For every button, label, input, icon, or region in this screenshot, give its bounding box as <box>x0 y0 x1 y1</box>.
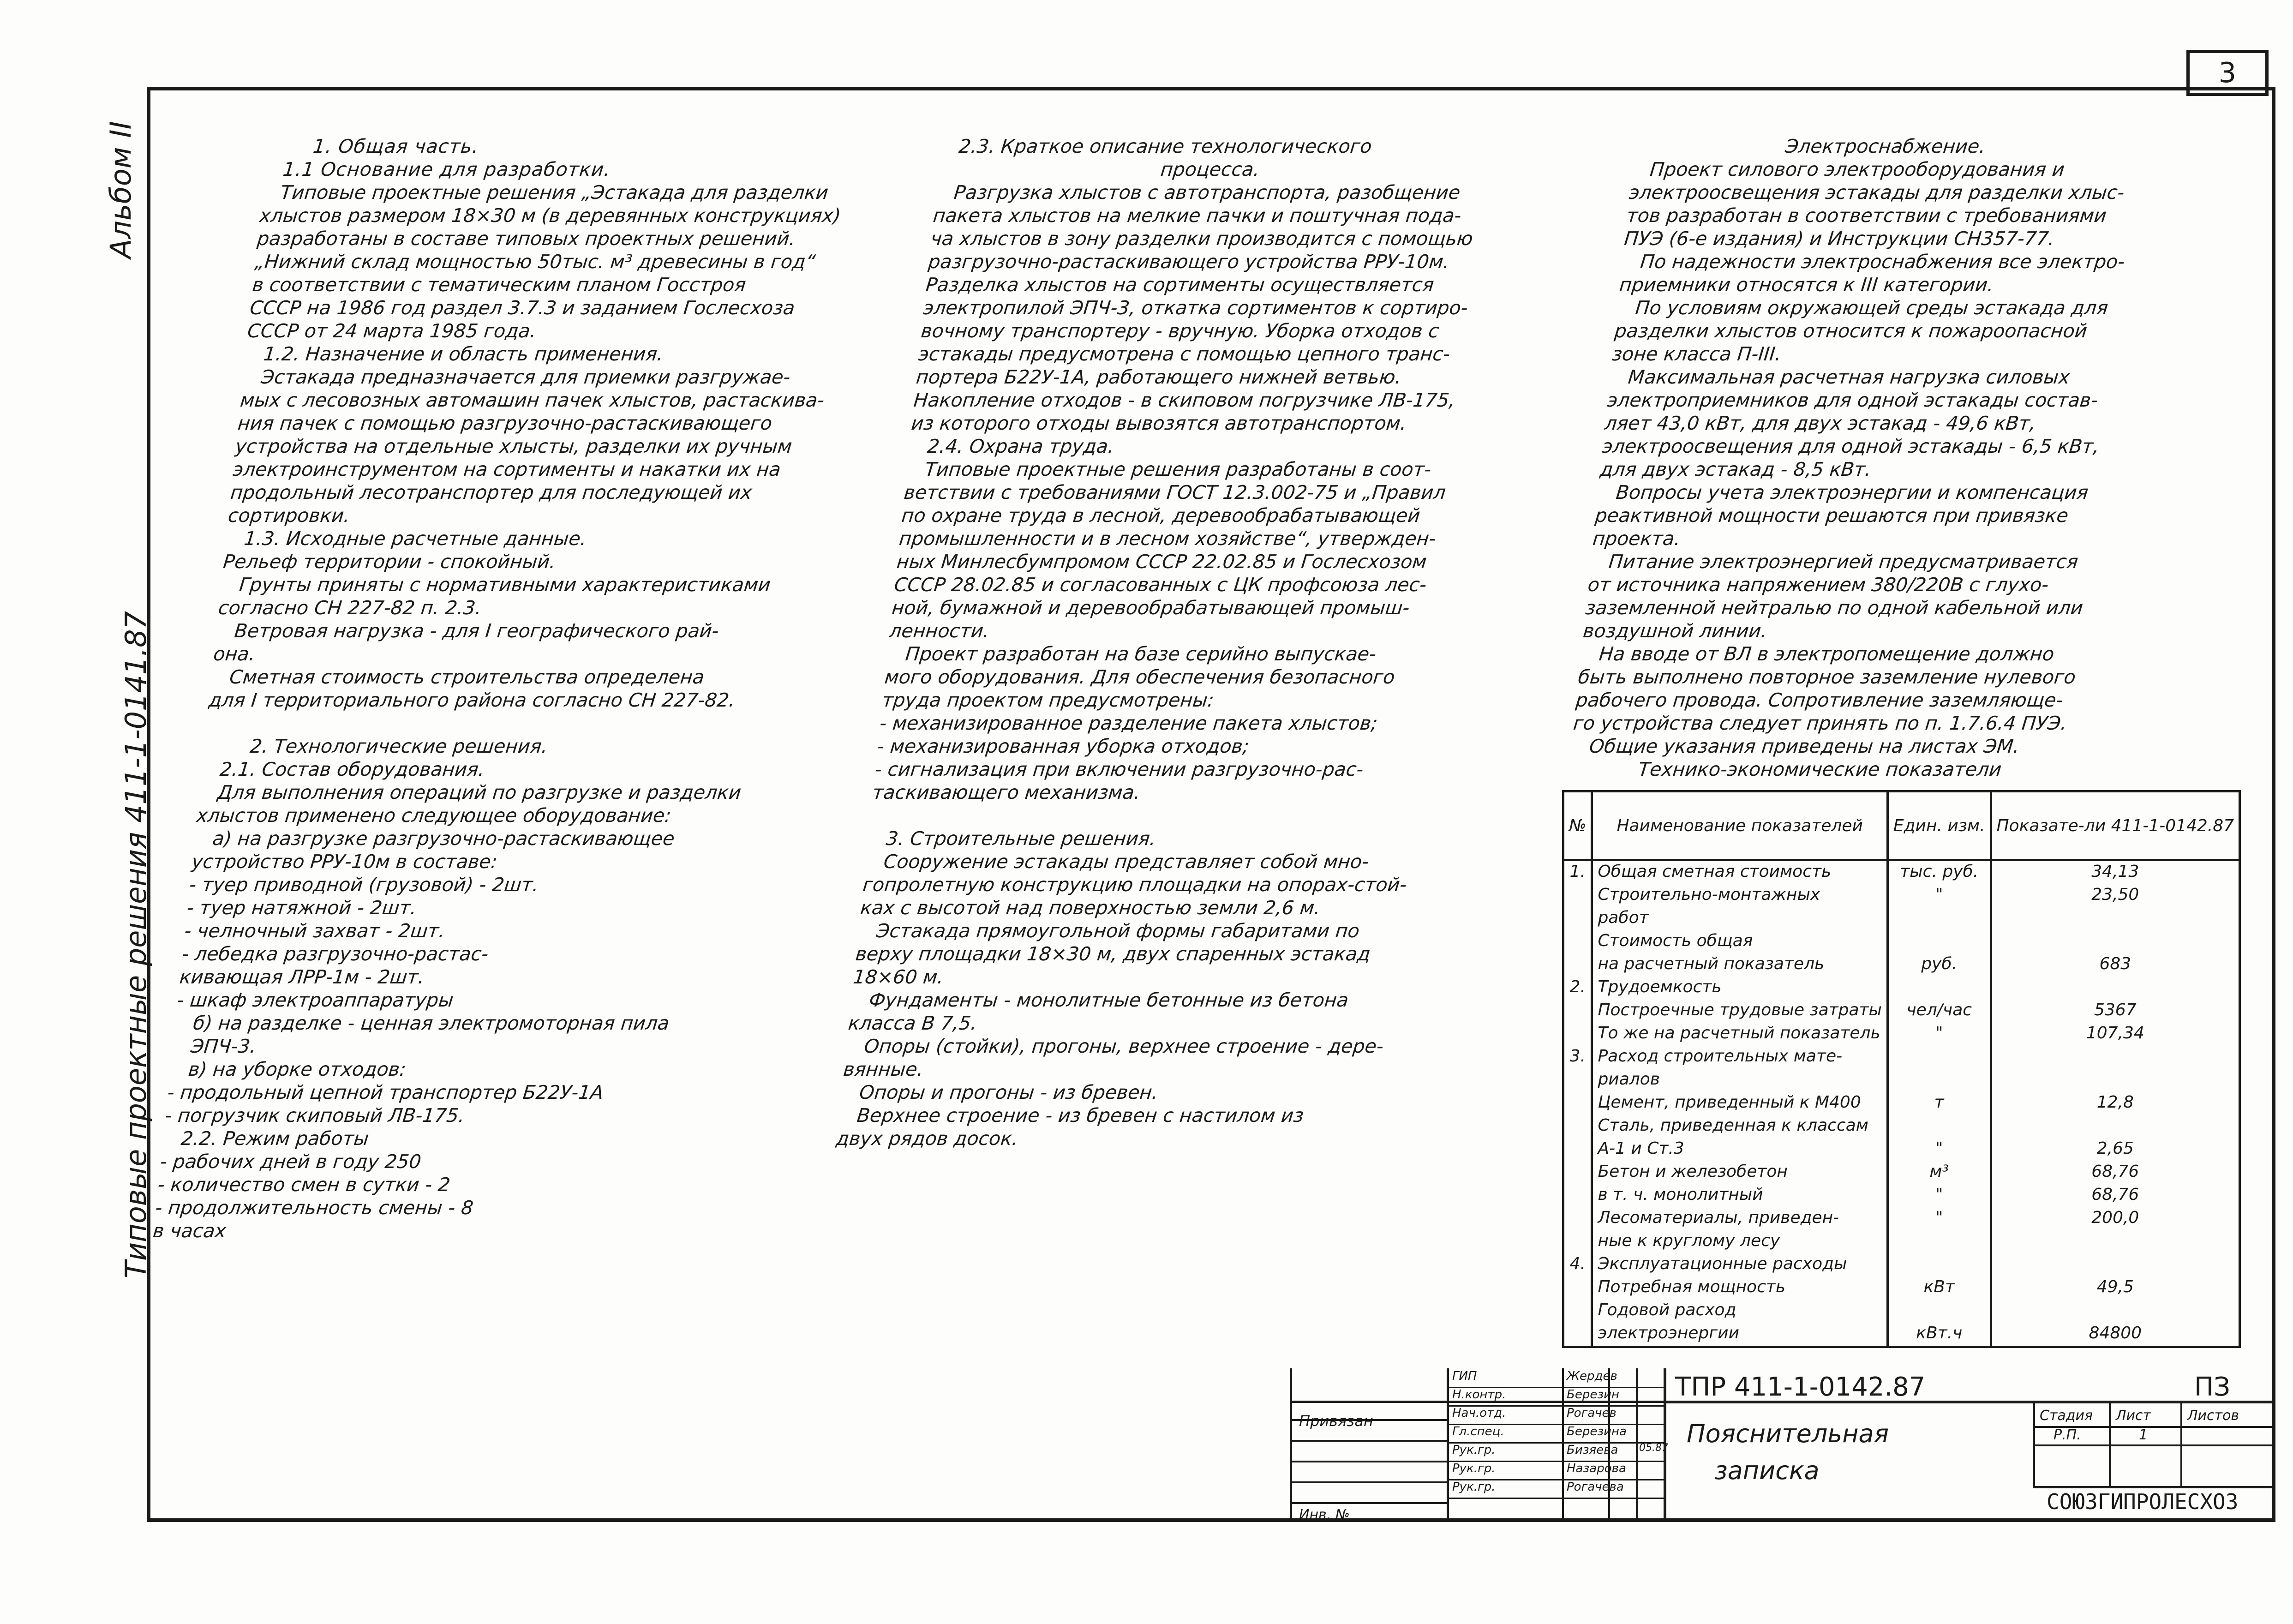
text-column-general <box>152 135 852 1242</box>
table-cell: Построечные трудовые затраты <box>1592 1000 1887 1023</box>
col1-line: в часах <box>151 1220 228 1242</box>
table-row <box>1563 1046 2240 1069</box>
table-cell <box>1887 907 1991 930</box>
col3-line: приемники относятся к III категории. <box>1618 274 1995 296</box>
text-column-technology <box>835 135 1486 1150</box>
signatory-role: Н.контр. <box>1452 1388 1506 1402</box>
table-cell: " <box>1887 1184 1991 1207</box>
col2-line: двух рядов досок. <box>835 1127 1019 1150</box>
col1-line: - рабочих дней в году 250 <box>159 1151 423 1173</box>
sheets-header: Листов <box>2187 1408 2239 1424</box>
col1-line: разработаны в составе типовых проектных решений. <box>256 228 797 250</box>
col1-line: - челночный захват - 2шт. <box>183 920 446 942</box>
table-row <box>1563 1023 2240 1046</box>
col2-line: Опоры и прогоны - из бревен. <box>858 1081 1160 1103</box>
col2-line: промышленности и в лесном хозяйстве“, утвержден- <box>898 527 1437 550</box>
col2-line: верху площадки 18×30 м, двух спаренных эстакад <box>854 943 1372 965</box>
table-cell <box>1887 930 1991 953</box>
col2-line: процесса. <box>1159 158 1261 180</box>
col2-line: мого оборудования. Для обеспечения безопасного <box>883 666 1396 688</box>
col1-line: - погрузчик скиповый ЛВ-175. <box>164 1104 466 1127</box>
col1-line: - лебедка разгрузочно-растас- <box>181 943 490 965</box>
table-row <box>1563 953 2240 977</box>
col1-line: Ветровая нагрузка - для I географического рай- <box>233 620 720 642</box>
signatory-rule <box>1449 1498 1664 1499</box>
col2-line: класса В 7,5. <box>847 1012 978 1034</box>
table-header-cell: Един. изм. <box>1887 791 1991 860</box>
table-cell: ные к круглому лесу <box>1592 1230 1887 1253</box>
table-row <box>1563 930 2240 953</box>
table-cell <box>1991 930 2240 953</box>
table-cell: руб. <box>1887 953 1991 977</box>
table-cell <box>1887 1069 1991 1092</box>
col1-line: Эстакада предназначается для приемки разгружае- <box>260 366 791 388</box>
table-row <box>1563 1253 2240 1276</box>
organization: СОЮЗГИПРОЛЕСХОЗ <box>2047 1489 2239 1514</box>
table-cell: в т. ч. монолитный <box>1592 1184 1887 1207</box>
table-cell: 2. <box>1563 977 1592 1000</box>
table-cell: А-1 и Ст.3 <box>1592 1138 1887 1161</box>
table-cell <box>1991 1115 2240 1138</box>
table-cell: Цемент, приведенный к М400 <box>1592 1092 1887 1115</box>
col1-line: „Нижний склад мощностью 50тыс. м³ древесины в год“ <box>253 251 817 273</box>
col1-line: мых с лесовозных автомашин пачек хлыстов, растаскива- <box>239 389 826 411</box>
table-cell: кВт <box>1887 1276 1991 1300</box>
table-cell <box>1563 1000 1592 1023</box>
table-cell: 84800 <box>1991 1323 2240 1347</box>
table-cell <box>1563 1300 1592 1323</box>
signatory-role: Рук.гр. <box>1452 1480 1496 1494</box>
col1-line: СССР на 1986 год раздел 3.7.3 и заданием Гослесхоза <box>249 297 796 319</box>
col3-line: ляет 43,0 кВт, для двух эстакад - 49,6 кВт, <box>1604 412 2037 434</box>
table-cell: " <box>1887 1023 1991 1046</box>
table-cell <box>1563 1184 1592 1207</box>
table-row <box>1563 1230 2240 1253</box>
signatory-role: Нач.отд. <box>1452 1406 1506 1420</box>
table-cell: 1. <box>1563 860 1592 885</box>
table-cell <box>1563 1138 1592 1161</box>
table-cell: 3. <box>1563 1046 1592 1069</box>
table-cell: Общая сметная стоимость <box>1592 860 1887 885</box>
col3-line: Максимальная расчетная нагрузка силовых <box>1627 366 2071 388</box>
table-cell <box>1563 1276 1592 1300</box>
table-cell: 12,8 <box>1991 1092 2240 1115</box>
col2-line: таскивающего механизма. <box>871 781 1142 803</box>
col2-line: ветствии с требованиями ГОСТ 12.3.002-75 и „Правил <box>903 481 1447 503</box>
col3-line: Общие указания приведены на листах ЭМ. <box>1588 735 2021 757</box>
col3-line: рабочего провода. Сопротивление заземляюще- <box>1575 689 2065 711</box>
signatory-role: Гл.спец. <box>1452 1425 1504 1438</box>
inventory-label: Инв. № <box>1299 1507 1350 1523</box>
col1-line: хлыстов применено следующее оборудование: <box>195 804 672 827</box>
col1-line: - количество смен в сутки - 2 <box>156 1174 452 1196</box>
table-cell <box>1887 1046 1991 1069</box>
table-row <box>1563 907 2240 930</box>
table-header-cell: Показате-ли 411-1-0142.87 <box>1991 791 2240 860</box>
table-cell <box>1563 884 1592 907</box>
col3-line: тов разработан в соответствии с требованиями <box>1625 204 2108 227</box>
table-cell: " <box>1887 1138 1991 1161</box>
table-cell <box>1991 1046 2240 1069</box>
table-row <box>1563 1000 2240 1023</box>
table-cell: 683 <box>1991 953 2240 977</box>
col1-line: - продольный цепной транспортер Б22У-1А <box>166 1081 605 1103</box>
table-row <box>1563 1069 2240 1092</box>
table-cell: 34,13 <box>1991 860 2240 885</box>
indicators-table <box>1562 790 2241 1348</box>
col1-line: хлыстов размером 18×30 м (в деревянных конструкциях) <box>258 204 842 227</box>
col2-line: ленности. <box>888 620 991 642</box>
col2-line: СССР 28.02.85 и согласованных с ЦК профсоюза лес- <box>893 574 1428 596</box>
sheet-number: 3 <box>2186 50 2269 96</box>
col2-line: 2.4. Охрана труда. <box>926 435 1115 457</box>
signatory-name: Березина <box>1567 1425 1627 1438</box>
col1-line: продольный лесотранспортер для последующей их <box>229 481 753 503</box>
table-cell: кВт.ч <box>1887 1323 1991 1347</box>
title-block <box>1290 1368 2275 1522</box>
col3-line: электроприемников для одной эстакады состав- <box>1606 389 2099 411</box>
table-row <box>1563 1138 2240 1161</box>
table-cell: Сталь, приведенная к классам <box>1592 1115 1887 1138</box>
table-row <box>1563 977 2240 1000</box>
table-cell: м³ <box>1887 1161 1991 1184</box>
table-cell <box>1991 907 2240 930</box>
col2-line: вочному транспортеру - вручную. Уборка отходов с <box>920 320 1440 342</box>
col1-line: устройства на отдельные хлысты, разделки их ручным <box>234 435 793 457</box>
col1-line <box>205 712 791 735</box>
table-cell <box>1563 1230 1592 1253</box>
col2-line: 18×60 м. <box>852 966 945 988</box>
col3-line: По условиям окружающей среды эстакада для <box>1634 297 2109 319</box>
col1-line: она. <box>212 643 257 665</box>
table-row <box>1563 1207 2240 1230</box>
col3-line: электроосвещения эстакады для разделки хлыс- <box>1628 181 2125 204</box>
date: 05.87 <box>1639 1442 1668 1454</box>
table-row <box>1563 884 2240 907</box>
col1-line: кивающая ЛРР-1м - 2шт. <box>178 966 425 988</box>
table-row <box>1563 1323 2240 1347</box>
table-cell: Расход строительных мате- <box>1592 1046 1887 1069</box>
col3-line: воздушной линии. <box>1582 620 1768 642</box>
table-row <box>1563 1184 2240 1207</box>
col1-line: 1. Общая часть. <box>311 135 480 157</box>
table-cell: " <box>1887 884 1991 907</box>
signatory-role: ГИП <box>1452 1369 1477 1383</box>
table-cell: 23,50 <box>1991 884 2240 907</box>
col2-line: гопролетную конструкцию площадки на опорах-стой- <box>862 874 1408 896</box>
col3-line: го устройства следует принять по п. 1.7.6.4 ПУЭ. <box>1572 712 2068 734</box>
col2-line: Типовые проектные решения разработаны в соот- <box>923 458 1432 480</box>
col3-line: реактивной мощности решаются при привязке <box>1594 504 2070 527</box>
col1-line: - туер приводной (грузовой) - 2шт. <box>188 874 540 896</box>
col1-line: 2.1. Состав оборудования. <box>219 758 486 780</box>
col3-line: Электроснабжение. <box>1784 135 1987 157</box>
col3-line: Технико-экономические показатели <box>1637 758 2003 780</box>
table-cell: на расчетный показатель <box>1592 953 1887 977</box>
text-column-power <box>1567 135 2138 781</box>
table-cell <box>1563 1092 1592 1115</box>
col3-line: быть выполнено повторное заземление нулевого <box>1577 666 2077 688</box>
col1-line: Для выполнения операций по разгрузке и разделки <box>216 781 742 803</box>
table-cell: 107,34 <box>1991 1023 2240 1046</box>
col1-line: сортировки. <box>227 504 351 527</box>
col1-line: ния пачек с помощью разгрузочно-растаскивающего <box>236 412 773 434</box>
table-cell: " <box>1887 1207 1991 1230</box>
doc-title-line2: записка <box>1714 1456 1820 1485</box>
col3-line: электроосвещения для одной эстакады - 6,5 кВт, <box>1601 435 2101 457</box>
col2-line: Разделка хлыстов на сортименты осуществляется <box>924 274 1435 296</box>
col3-line: зоне класса П-III. <box>1611 343 1783 365</box>
signatory-name: Назарова <box>1567 1462 1626 1475</box>
col2-line: эстакады предусмотрена с помощью цепного транс- <box>917 343 1451 365</box>
table-cell <box>1563 953 1592 977</box>
signatory-name: Березин <box>1567 1388 1620 1402</box>
col3-line: разделки хлыстов относится к пожароопасной <box>1613 320 2089 342</box>
album-label: Альбом II <box>104 121 138 258</box>
col2-line: труда проектом предусмотрены: <box>881 689 1215 711</box>
signatory-name: Рогачев <box>1567 1406 1616 1420</box>
table-row <box>1563 1300 2240 1323</box>
table-cell <box>1563 1161 1592 1184</box>
table-cell: 68,76 <box>1991 1184 2240 1207</box>
table-row <box>1563 860 2240 885</box>
signatory-role: Рук.гр. <box>1452 1443 1496 1457</box>
table-cell <box>1991 1230 2240 1253</box>
table-cell: Годовой расход <box>1592 1300 1887 1323</box>
table-header-cell: № <box>1563 791 1592 860</box>
col2-line: пакета хлыстов на мелкие пачки и поштучная пода- <box>932 204 1463 227</box>
table-cell <box>1887 1115 1991 1138</box>
col1-line: Грунты приняты с нормативными характеристиками <box>238 574 772 596</box>
table-cell <box>1887 1300 1991 1323</box>
doc-code: ТПР 411-1-0142.87 <box>1675 1372 1926 1402</box>
col2-line <box>869 804 1416 827</box>
signatory-name: Рогачева <box>1567 1480 1624 1494</box>
col2-line: Опоры (стойки), прогоны, верхнее строение - дере- <box>863 1035 1385 1057</box>
col2-line: 2.3. Краткое описание технологического <box>958 135 1373 157</box>
col2-line: портера Б22У-1А, работающего нижней ветвью. <box>915 366 1403 388</box>
col1-line: для I территориального района согласно СН 227-82. <box>207 689 736 711</box>
col2-line: Разгрузка хлыстов с автотранспорта, разобщение <box>952 181 1461 204</box>
table-cell: 200,0 <box>1991 1207 2240 1230</box>
table-cell: Стоимость общая <box>1592 930 1887 953</box>
col1-line: 2.2. Режим работы <box>180 1127 370 1150</box>
table-cell: То же на расчетный показатель <box>1592 1023 1887 1046</box>
table-cell: Строительно-монтажных <box>1592 884 1887 907</box>
col1-line: б) на разделке - ценная электромоторная пила <box>192 1012 671 1034</box>
sheet-value: 1 <box>2139 1427 2148 1443</box>
col2-line: 3. Строительные решения. <box>885 827 1157 850</box>
table-cell: Лесоматериалы, приведен- <box>1592 1207 1887 1230</box>
sheet-header: Лист <box>2116 1408 2151 1424</box>
col1-line: в соответствии с тематическим планом Госстроя <box>251 274 747 296</box>
table-cell <box>1563 1069 1592 1092</box>
table-cell <box>1563 1207 1592 1230</box>
col2-line: - механизированное разделение пакета хлыстов; <box>879 712 1379 734</box>
col3-line: Вопросы учета электроэнергии и компенсация <box>1615 481 2089 503</box>
col2-line: - механизированная уборка отходов; <box>876 735 1251 757</box>
col2-line: ной, бумажной и деревообрабатывающей промыш- <box>891 597 1411 619</box>
signatory-name: Бизяева <box>1567 1443 1618 1457</box>
col3-line: проекта. <box>1592 527 1682 550</box>
col3-line: По надежности электроснабжения все электро- <box>1639 251 2126 273</box>
col2-line: ках с высотой над поверхностью земли 2,6 м. <box>859 897 1322 919</box>
col1-line: в) на уборке отходов: <box>187 1058 407 1080</box>
table-cell <box>1563 930 1592 953</box>
col3-line: Проект силового электрооборудования и <box>1649 158 2066 180</box>
col1-line: 1.2. Назначение и область применения. <box>262 343 665 365</box>
table-row <box>1563 1161 2240 1184</box>
col1-line: 1.1 Основание для разработки. <box>281 158 612 180</box>
table-cell: тыс. руб. <box>1887 860 1991 885</box>
signatory-name: Жердев <box>1567 1369 1617 1383</box>
col1-line: - шкаф электроаппаратуры <box>176 989 455 1011</box>
col1-line: Рельеф территории - спокойный. <box>222 551 557 573</box>
col3-line: для двух эстакад - 8,5 кВт. <box>1599 458 1873 480</box>
table-cell: 4. <box>1563 1253 1592 1276</box>
table-cell: 49,5 <box>1991 1276 2240 1300</box>
col1-line: электроинструментом на сортименты и накатки их на <box>232 458 782 480</box>
col2-line: Верхнее строение - из бревен с настилом из <box>856 1104 1305 1127</box>
table-cell: Потребная мощность <box>1592 1276 1887 1300</box>
col3-line: от источника напряжением 380/220В с глухо- <box>1587 574 2050 596</box>
col1-line: согласно СН 227-82 п. 2.3. <box>217 597 483 619</box>
col1-line: - туер натяжной - 2шт. <box>186 897 418 919</box>
table-cell: Трудоемкость <box>1592 977 1887 1000</box>
col1-line: 2. Технологические решения. <box>249 735 549 757</box>
table-cell <box>1991 1069 2240 1092</box>
col1-line: - продолжительность смены - 8 <box>154 1197 475 1219</box>
col2-line: электропилой ЭПЧ-3, откатка сортиментов к сортиро- <box>922 297 1469 319</box>
col1-line: а) на разгрузке разгрузочно-растаскивающее <box>211 827 676 850</box>
col1-line: ЭПЧ-3. <box>190 1035 257 1057</box>
col2-line: ных Минлесбумпромом СССР 22.02.85 и Гослесхозом <box>895 551 1428 573</box>
table-cell <box>1563 1115 1592 1138</box>
col2-line: Сооружение эстакады представляет собой мно- <box>882 851 1370 873</box>
table-header-cell: Наименование показателей <box>1592 791 1887 860</box>
side-caption: Типовые проектные решения 411-1-0141.87 <box>119 611 153 1278</box>
indicators-header-row <box>1563 791 2240 860</box>
col3-line: Питание электроэнергией предусматривается <box>1607 551 2079 573</box>
table-cell <box>1563 907 1592 930</box>
col2-line: Фундаменты - монолитные бетонные из бетона <box>868 989 1350 1011</box>
col1-line: устройство РРУ-10м в составе: <box>191 851 499 873</box>
table-cell: риалов <box>1592 1069 1887 1092</box>
table-cell: 2,65 <box>1991 1138 2240 1161</box>
col1-line: 1.3. Исходные расчетные данные. <box>243 527 588 550</box>
table-cell: электроэнергии <box>1592 1323 1887 1347</box>
table-cell <box>1887 977 1991 1000</box>
col2-line: из которого отходы вывозятся автотранспортом. <box>910 412 1408 434</box>
table-cell <box>1887 1253 1991 1276</box>
table-cell <box>1563 1323 1592 1347</box>
doc-mark: ПЗ <box>2194 1372 2231 1402</box>
table-cell: 68,76 <box>1991 1161 2240 1184</box>
col1-line: СССР от 24 марта 1985 года. <box>246 320 538 342</box>
col2-line: по охране труда в лесной, деревообрабатывающей <box>900 504 1421 527</box>
table-row <box>1563 1092 2240 1115</box>
col3-line: заземленной нейтралью по одной кабельной или <box>1584 597 2084 619</box>
table-row <box>1563 1115 2240 1138</box>
doc-title-line1: Пояснительная <box>1687 1419 1889 1448</box>
privyazan-label: Привязан <box>1299 1412 1373 1430</box>
col1-line: Типовые проектные решения „Эстакада для разделки <box>279 181 830 204</box>
table-cell <box>1563 1023 1592 1046</box>
table-cell <box>1887 1230 1991 1253</box>
col3-line: На вводе от ВЛ в электропомещение должно <box>1598 643 2055 665</box>
table-cell: т <box>1887 1092 1991 1115</box>
col2-line: ча хлыстов в зону разделки производится с помощью <box>929 228 1474 250</box>
col2-line: Эстакада прямоугольной формы габаритами по <box>875 920 1361 942</box>
table-cell <box>1991 1300 2240 1323</box>
table-cell: Эксплуатационные расходы <box>1592 1253 1887 1276</box>
table-cell: Бетон и железобетон <box>1592 1161 1887 1184</box>
col2-line: Проект разработан на базе серийно выпускае- <box>904 643 1377 665</box>
table-cell: работ <box>1592 907 1887 930</box>
col2-line: вянные. <box>842 1058 925 1080</box>
table-cell: чел/час <box>1887 1000 1991 1023</box>
col3-line: ПУЭ (6-е издания) и Инструкции СН357-77. <box>1623 228 2056 250</box>
table-cell <box>1991 1253 2240 1276</box>
table-cell: 5367 <box>1991 1000 2240 1023</box>
table-row <box>1563 1276 2240 1300</box>
stage-header: Стадия <box>2040 1408 2093 1424</box>
col2-line: Накопление отходов - в скиповом погрузчике ЛВ-175, <box>912 389 1456 411</box>
col2-line: разгрузочно-растаскивающего устройства РРУ-10м. <box>927 251 1451 273</box>
stage-value: Р.П. <box>2054 1427 2081 1443</box>
signatory-role: Рук.гр. <box>1452 1462 1496 1475</box>
col1-line: Сметная стоимость строительства определена <box>228 666 706 688</box>
table-cell <box>1991 977 2240 1000</box>
col2-line: - сигнализация при включении разгрузочно-рас- <box>874 758 1365 780</box>
